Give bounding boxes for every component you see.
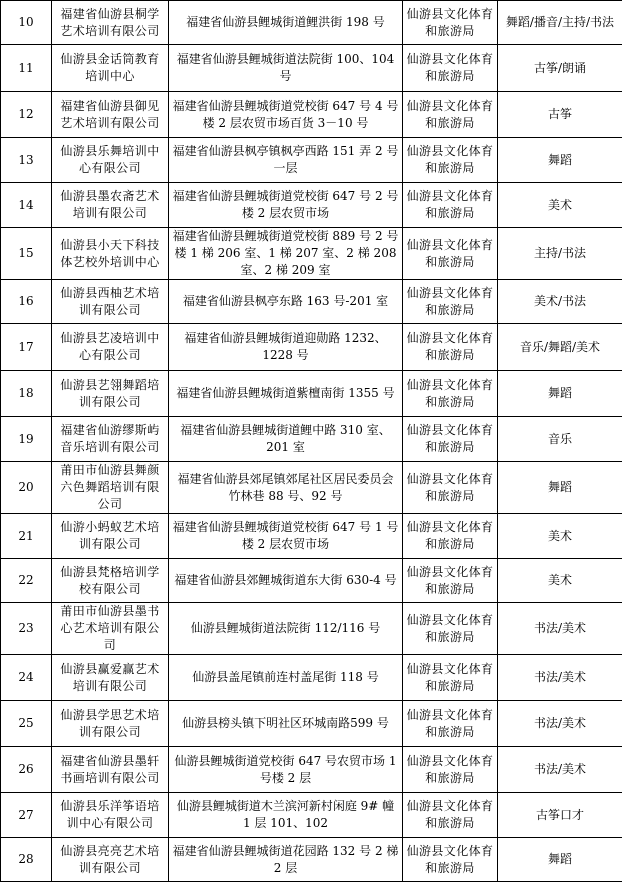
approving-authority: 仙游县文化体育和旅游局	[403, 514, 498, 559]
approving-authority: 仙游县文化体育和旅游局	[403, 462, 498, 514]
row-number: 27	[1, 793, 52, 838]
row-number: 21	[1, 514, 52, 559]
institution-address: 福建省仙游县鲤城街道党校街 889 号 2 号楼 1 梯 206 室、1 梯 207 室、2 梯 208 室、2 梯 209 室	[169, 228, 403, 280]
institution-name: 仙游县乐洋筝语培训中心有限公司	[52, 793, 169, 838]
row-number: 18	[1, 371, 52, 417]
approving-authority: 仙游县文化体育和旅游局	[403, 838, 498, 882]
institution-name: 福建省仙游县墨轩书画培训有限公司	[52, 747, 169, 793]
training-category: 美术	[498, 559, 622, 603]
institution-name: 仙游县艺凌培训中心有限公司	[52, 324, 169, 371]
table-row	[1, 462, 622, 514]
training-category: 舞蹈	[498, 371, 622, 417]
row-number: 11	[1, 45, 52, 92]
table-row	[1, 603, 622, 655]
row-number: 25	[1, 701, 52, 747]
institution-name: 福建省仙游县御见艺术培训有限公司	[52, 92, 169, 138]
institution-name: 仙游县赢爱赢艺术培训有限公司	[52, 655, 169, 701]
institution-name: 福建省仙游县桐学艺术培训有限公司	[52, 1, 169, 45]
training-category: 书法/美术	[498, 747, 622, 793]
row-number: 22	[1, 559, 52, 603]
table-row	[1, 45, 622, 92]
approving-authority: 仙游县文化体育和旅游局	[403, 92, 498, 138]
table-row	[1, 183, 622, 228]
institution-address: 仙游县鲤城街道木兰滨河新村闲庭 9# 幢 1 层 101、102	[169, 793, 403, 838]
row-number: 10	[1, 1, 52, 45]
table-row	[1, 655, 622, 701]
table-row	[1, 559, 622, 603]
institution-name: 仙游县金话筒教育培训中心	[52, 45, 169, 92]
table-row	[1, 324, 622, 371]
institution-name: 仙游县墨农斋艺术培训有限公司	[52, 183, 169, 228]
row-number: 13	[1, 138, 52, 183]
table-row	[1, 793, 622, 838]
institution-name: 仙游县乐舞培训中心有限公司	[52, 138, 169, 183]
training-category: 美术	[498, 183, 622, 228]
approving-authority: 仙游县文化体育和旅游局	[403, 138, 498, 183]
institution-name: 福建省仙游缪斯屿音乐培训有限公司	[52, 417, 169, 462]
institution-address: 福建省仙游县枫亭东路 163 号-201 室	[169, 280, 403, 324]
institution-name: 仙游县艺翎舞蹈培训有限公司	[52, 371, 169, 417]
table-row	[1, 280, 622, 324]
approving-authority: 仙游县文化体育和旅游局	[403, 228, 498, 280]
row-number: 16	[1, 280, 52, 324]
training-category: 音乐/舞蹈/美术	[498, 324, 622, 371]
institution-address: 福建省仙游县郊鲤城街道东大街 630-4 号	[169, 559, 403, 603]
approving-authority: 仙游县文化体育和旅游局	[403, 603, 498, 655]
institution-name: 仙游县亮亮艺术培训有限公司	[52, 838, 169, 882]
row-number: 20	[1, 462, 52, 514]
institution-name: 仙游县西柚艺术培训有限公司	[52, 280, 169, 324]
row-number: 26	[1, 747, 52, 793]
row-number: 28	[1, 838, 52, 882]
approving-authority: 仙游县文化体育和旅游局	[403, 701, 498, 747]
approving-authority: 仙游县文化体育和旅游局	[403, 183, 498, 228]
approving-authority: 仙游县文化体育和旅游局	[403, 747, 498, 793]
institution-address: 福建省仙游县鲤城街道党校街 647 号 1 号楼 2 层农贸市场	[169, 514, 403, 559]
institution-address: 福建省仙游县鲤城街道花园路 132 号 2 梯 2 层	[169, 838, 403, 882]
table-row	[1, 1, 622, 45]
table-row	[1, 228, 622, 280]
institution-address: 福建省仙游县鲤城街道鲤中路 310 室、201 室	[169, 417, 403, 462]
row-number: 19	[1, 417, 52, 462]
institution-address: 福建省仙游县鲤城街道党校街 647 号 2 号楼 2 层农贸市场	[169, 183, 403, 228]
table-row	[1, 838, 622, 882]
approving-authority: 仙游县文化体育和旅游局	[403, 280, 498, 324]
institution-address: 仙游县鲤城街道党校街 647 号农贸市场 1 号楼 2 层	[169, 747, 403, 793]
registry-table-body	[1, 1, 622, 882]
table-row	[1, 417, 622, 462]
training-category: 美术/书法	[498, 280, 622, 324]
institution-address: 福建省仙游县鲤城街道鲤洪街 198 号	[169, 1, 403, 45]
institution-address: 福建省仙游县鲤城街道党校街 647 号 4 号楼 2 层农贸市场百货 3－10 号	[169, 92, 403, 138]
table-row	[1, 371, 622, 417]
training-category: 舞蹈	[498, 838, 622, 882]
training-category: 美术	[498, 514, 622, 559]
training-category: 舞蹈	[498, 462, 622, 514]
institution-address: 仙游县盖尾镇前连村盖尾街 118 号	[169, 655, 403, 701]
institution-name: 仙游县小天下科技体艺校外培训中心	[52, 228, 169, 280]
institution-address: 福建省仙游县郊尾镇郊尾社区居民委员会竹林巷 88 号、92 号	[169, 462, 403, 514]
training-category: 古筝口才	[498, 793, 622, 838]
institution-name: 仙游小蚂蚁艺术培训有限公司	[52, 514, 169, 559]
row-number: 14	[1, 183, 52, 228]
approving-authority: 仙游县文化体育和旅游局	[403, 324, 498, 371]
training-category: 舞蹈/播音/主持/书法	[498, 1, 622, 45]
row-number: 17	[1, 324, 52, 371]
institution-address: 福建省仙游县枫亭镇枫亭西路 151 弄 2 号一层	[169, 138, 403, 183]
training-category: 主持/书法	[498, 228, 622, 280]
institution-name: 仙游县梵格培训学校有限公司	[52, 559, 169, 603]
training-category: 书法/美术	[498, 701, 622, 747]
training-category: 书法/美术	[498, 655, 622, 701]
table-row	[1, 92, 622, 138]
institution-name: 莆田市仙游县墨书心艺术培训有限公司	[52, 603, 169, 655]
institution-address: 仙游县榜头镇下明社区环城南路599 号	[169, 701, 403, 747]
training-category: 舞蹈	[498, 138, 622, 183]
institution-address: 福建省仙游县鲤城街道迎勋路 1232、1228 号	[169, 324, 403, 371]
approving-authority: 仙游县文化体育和旅游局	[403, 793, 498, 838]
institution-name: 莆田市仙游县舞颜六色舞蹈培训有限公司	[52, 462, 169, 514]
row-number: 23	[1, 603, 52, 655]
approving-authority: 仙游县文化体育和旅游局	[403, 45, 498, 92]
approving-authority: 仙游县文化体育和旅游局	[403, 417, 498, 462]
row-number: 24	[1, 655, 52, 701]
table-row	[1, 701, 622, 747]
training-category: 古筝	[498, 92, 622, 138]
approving-authority: 仙游县文化体育和旅游局	[403, 655, 498, 701]
institution-address: 仙游县鲤城街道法院街 112/116 号	[169, 603, 403, 655]
institution-address: 福建省仙游县鲤城街道紫檀南街 1355 号	[169, 371, 403, 417]
row-number: 15	[1, 228, 52, 280]
table-row	[1, 514, 622, 559]
training-category: 音乐	[498, 417, 622, 462]
table-row	[1, 747, 622, 793]
approving-authority: 仙游县文化体育和旅游局	[403, 371, 498, 417]
approving-authority: 仙游县文化体育和旅游局	[403, 1, 498, 45]
table-row	[1, 138, 622, 183]
institution-name: 仙游县学思艺术培训有限公司	[52, 701, 169, 747]
training-category: 书法/美术	[498, 603, 622, 655]
row-number: 12	[1, 92, 52, 138]
training-category: 古筝/朗诵	[498, 45, 622, 92]
institution-address: 福建省仙游县鲤城街道法院街 100、104 号	[169, 45, 403, 92]
approving-authority: 仙游县文化体育和旅游局	[403, 559, 498, 603]
